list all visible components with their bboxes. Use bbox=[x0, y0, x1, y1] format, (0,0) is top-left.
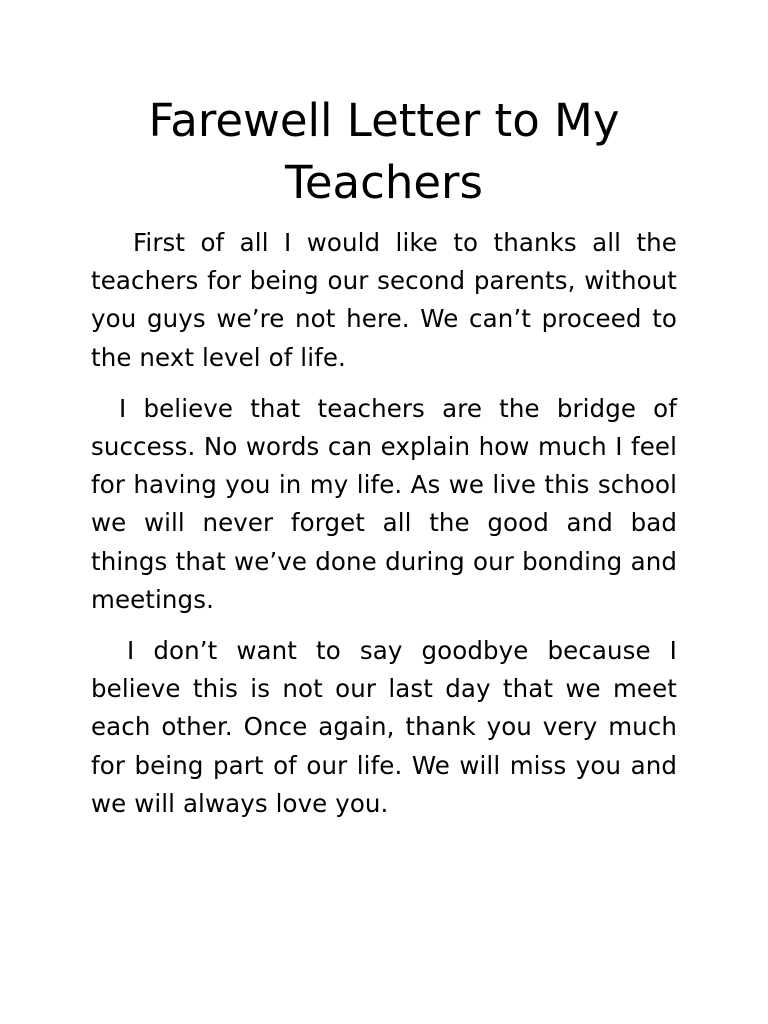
paragraph-1: First of all I would like to thanks all the teachers for being our second parents, without you guys we’re not here. We can’t proceed to the next level of life. bbox=[91, 228, 677, 372]
paragraph-3: I don’t want to say goodbye because I believe this is not our last day that we meet each other. Once again, thank you very much for being part of our life. We will miss you and we will always love you. bbox=[91, 636, 677, 818]
document-body bbox=[91, 224, 677, 823]
paragraph-2: I believe that teachers are the bridge of success. No words can explain how much I feel for having you in my life. As we live this school we will never forget all the good and bad things that we’ve done during our bonding and meetings. bbox=[91, 393, 677, 614]
document-title: Farewell Letter to My Teachers bbox=[148, 94, 620, 209]
document-page bbox=[91, 90, 677, 836]
